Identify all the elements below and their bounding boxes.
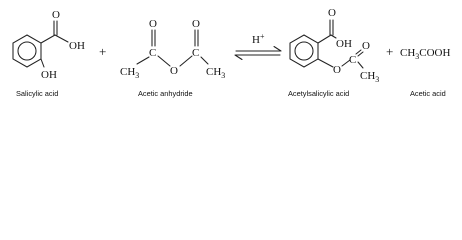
ring-to-carbonyl-bond <box>318 35 331 43</box>
ring-phenol-bond <box>41 59 44 67</box>
carbonyl-oxygen: O <box>328 7 336 19</box>
carbon-bridge-bond-left <box>158 56 170 66</box>
oxygen-left: O <box>149 18 157 30</box>
methyl-carbonyl-bond-left <box>137 57 149 64</box>
reaction-scheme <box>0 0 462 104</box>
ester-carbonyl-double-b <box>358 52 363 56</box>
plus-sign-1: + <box>99 44 107 59</box>
carbon-hydroxyl-bond <box>55 35 68 42</box>
acetylsalicylic-acid-structure <box>290 7 379 84</box>
acetic-anhydride-label: Acetic anhydride <box>138 89 193 98</box>
benzene-ring <box>290 35 318 67</box>
ring-ester-oxygen-bond <box>318 59 333 67</box>
acetylsalicylic-acid-label: Acetylsalicylic acid <box>288 89 350 98</box>
carbon-left: C <box>149 47 157 59</box>
equilibrium-arrows <box>235 47 281 60</box>
carboxyl-oh: OH <box>336 38 352 50</box>
benzene-ring <box>13 35 41 67</box>
bridging-oxygen: O <box>170 65 178 77</box>
methyl-left: $CH_3$ <box>120 66 140 80</box>
salicylic-acid-structure <box>13 9 85 81</box>
ester-methyl: $CH_3$ <box>360 70 380 84</box>
ester-carbonyl-oxygen: O <box>362 40 370 52</box>
ester-carbonyl-double-a <box>356 50 361 54</box>
methyl-right: $CH_3$ <box>206 66 226 80</box>
salicylic-acid-label: Salicylic acid <box>16 89 59 98</box>
forward-arrow-head <box>274 47 281 52</box>
ester-oxygen: O <box>333 64 341 76</box>
bridge-carbon-bond-right <box>180 56 192 66</box>
reverse-arrow-head <box>235 55 242 60</box>
aromatic-circle <box>18 42 36 60</box>
phenol-oh: OH <box>41 69 57 81</box>
carboxyl-oh: OH <box>69 40 85 52</box>
catalyst-label: H+ <box>252 32 265 46</box>
ring-to-carbonyl-bond <box>41 35 55 43</box>
carbon-right: C <box>192 47 200 59</box>
aromatic-circle <box>295 42 313 60</box>
oxygen-right: O <box>192 18 200 30</box>
acetic-acid-formula: $CH_3COOH$ <box>400 47 451 61</box>
ester-methyl-bond <box>358 62 363 68</box>
acetic-anhydride-structure <box>120 18 225 80</box>
acetic-acid-label: Acetic acid <box>410 89 446 98</box>
carbonyl-methyl-bond-right <box>201 57 208 64</box>
ester-carbon: C <box>349 54 357 66</box>
plus-sign-2: + <box>386 44 394 59</box>
carbonyl-oxygen: O <box>52 9 60 21</box>
